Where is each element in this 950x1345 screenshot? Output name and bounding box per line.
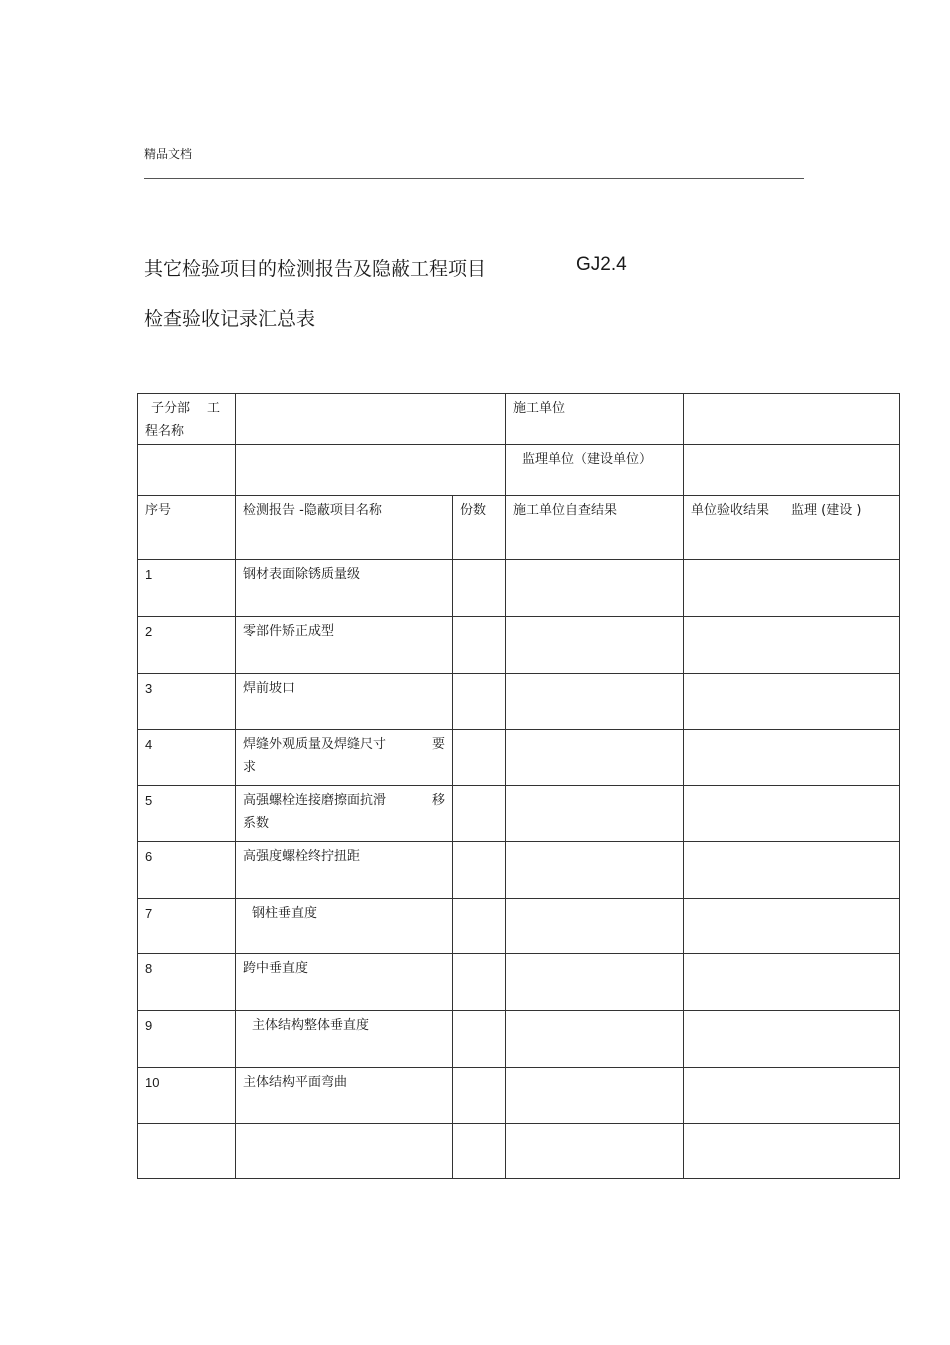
row-copies[interactable] — [453, 786, 506, 842]
row-copies[interactable] — [453, 560, 506, 617]
row-item: 主体结构整体垂直度 — [236, 1011, 453, 1068]
info-row-2-field[interactable] — [236, 445, 506, 496]
row-acceptance[interactable] — [684, 842, 900, 899]
row-item-b: 移 — [431, 793, 445, 808]
row-self-check[interactable] — [506, 954, 684, 1011]
row-item-a: 高强螺栓连接磨擦面抗滑 — [243, 793, 387, 808]
row-item — [236, 786, 453, 842]
row-seq: 9 — [138, 1011, 236, 1068]
table-row — [138, 1068, 900, 1124]
row-acceptance[interactable] — [684, 617, 900, 674]
row-seq: 2 — [138, 617, 236, 674]
table-row — [138, 842, 900, 899]
row-self-check[interactable] — [506, 560, 684, 617]
construction-unit-label: 施工单位 — [506, 394, 684, 445]
header-acceptance — [684, 496, 900, 560]
header-label: 精品文档 — [144, 147, 193, 161]
table-row — [138, 617, 900, 674]
row-self-check[interactable] — [506, 617, 684, 674]
row-copies[interactable] — [453, 617, 506, 674]
row-seq: 6 — [138, 842, 236, 899]
row-seq: 7 — [138, 899, 236, 954]
title-line-1: 其它检验项目的检测报告及隐蔽工程项目 — [144, 258, 487, 280]
table-row — [138, 899, 900, 954]
row-copies[interactable] — [453, 730, 506, 786]
info-row-2-blank — [138, 445, 236, 496]
header-rule — [144, 178, 804, 179]
supervision-unit-field[interactable] — [684, 445, 900, 496]
table-row — [138, 954, 900, 1011]
row-item: 主体结构平面弯曲 — [236, 1068, 453, 1124]
row-seq: 8 — [138, 954, 236, 1011]
supervision-unit-label: 监理单位（建设单位） — [506, 445, 684, 496]
row-acceptance[interactable] — [684, 954, 900, 1011]
row-self-check[interactable] — [506, 842, 684, 899]
table-row — [138, 730, 900, 786]
subproject-label-a: 子分部 — [151, 401, 191, 416]
construction-unit-field[interactable] — [684, 394, 900, 445]
row-seq[interactable] — [138, 1124, 236, 1179]
row-self-check[interactable] — [506, 899, 684, 954]
row-item-b: 要 — [431, 737, 445, 752]
header-acceptance-a: 单位验收结果 — [691, 503, 770, 518]
row-acceptance[interactable] — [684, 1068, 900, 1124]
table-row — [138, 560, 900, 617]
summary-table — [137, 393, 900, 1179]
info-row-2 — [138, 445, 900, 496]
table-row-blank — [138, 1124, 900, 1179]
row-copies[interactable] — [453, 674, 506, 730]
row-item-a: 焊缝外观质量及焊缝尺寸 — [243, 737, 387, 752]
header-self-check: 施工单位自查结果 — [506, 496, 684, 560]
subproject-name-field[interactable] — [236, 394, 506, 445]
row-acceptance[interactable] — [684, 899, 900, 954]
row-item: 跨中垂直度 — [236, 954, 453, 1011]
subproject-label-cell — [138, 394, 236, 445]
row-seq: 4 — [138, 730, 236, 786]
row-seq: 3 — [138, 674, 236, 730]
row-acceptance[interactable] — [684, 1011, 900, 1068]
row-item: 零部件矫正成型 — [236, 617, 453, 674]
row-self-check[interactable] — [506, 786, 684, 842]
row-item: 焊前坡口 — [236, 674, 453, 730]
row-seq: 10 — [138, 1068, 236, 1124]
row-item: 高强度螺栓终拧扭距 — [236, 842, 453, 899]
row-acceptance[interactable] — [684, 730, 900, 786]
row-self-check[interactable] — [506, 1011, 684, 1068]
row-acceptance[interactable] — [684, 786, 900, 842]
row-item: 钢材表面除锈质量级 — [236, 560, 453, 617]
row-copies[interactable] — [453, 954, 506, 1011]
row-item[interactable] — [236, 1124, 453, 1179]
row-item: 钢柱垂直度 — [236, 899, 453, 954]
row-item — [236, 730, 453, 786]
subproject-label-b: 工 — [206, 401, 220, 416]
table-row — [138, 786, 900, 842]
row-self-check[interactable] — [506, 1124, 684, 1179]
row-self-check[interactable] — [506, 674, 684, 730]
row-copies[interactable] — [453, 899, 506, 954]
row-seq: 5 — [138, 786, 236, 842]
info-row-1 — [138, 394, 900, 445]
row-copies[interactable] — [453, 842, 506, 899]
row-item-c: 求 — [243, 760, 257, 775]
row-acceptance[interactable] — [684, 1124, 900, 1179]
subproject-label-c: 程名称 — [145, 424, 185, 439]
table-row — [138, 1011, 900, 1068]
row-self-check[interactable] — [506, 1068, 684, 1124]
header-item: 检测报告 -隐蔽项目名称 — [236, 496, 453, 560]
row-acceptance[interactable] — [684, 560, 900, 617]
document-code: GJ2.4 — [576, 254, 627, 275]
header-row — [138, 496, 900, 560]
row-copies[interactable] — [453, 1011, 506, 1068]
row-self-check[interactable] — [506, 730, 684, 786]
title-line-2: 检查验收记录汇总表 — [144, 308, 316, 330]
header-acceptance-b: 监理 (建设 ) — [791, 503, 862, 518]
row-item-c: 系数 — [243, 816, 270, 831]
row-copies[interactable] — [453, 1068, 506, 1124]
row-seq: 1 — [138, 560, 236, 617]
row-acceptance[interactable] — [684, 674, 900, 730]
header-seq: 序号 — [138, 496, 236, 560]
row-copies[interactable] — [453, 1124, 506, 1179]
table-row — [138, 674, 900, 730]
header-copies: 份数 — [453, 496, 506, 560]
